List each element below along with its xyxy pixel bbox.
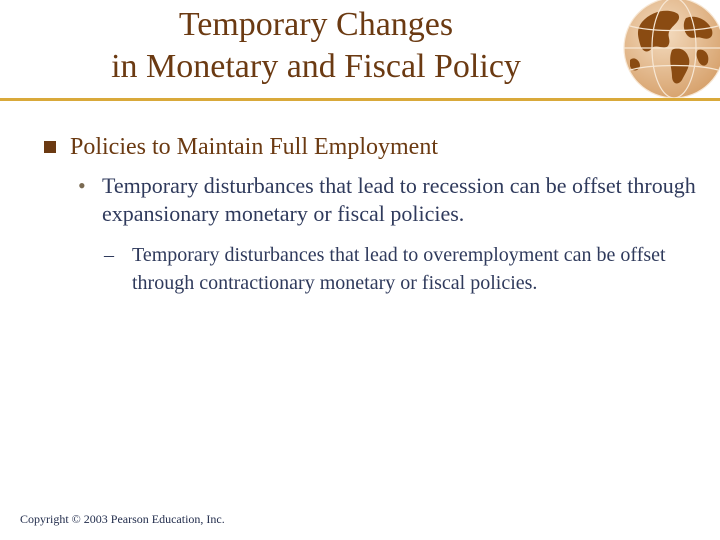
slide-title [10,4,622,88]
bullet-level1-text: Policies to Maintain Full Employment [70,134,438,160]
title-line-1: Temporary Changes [178,6,454,43]
dot-bullet-icon: • [78,173,86,198]
copyright-footer: Copyright © 2003 Pearson Education, Inc. [20,512,225,526]
dash-bullet-icon: – [104,244,114,266]
title-divider [0,98,720,101]
bullet-level1 [44,132,704,162]
bullet-level3-text: Temporary disturbances that lead to overemployment can be offset through contractionary monetary or fiscal policies. [132,244,666,294]
bullet-level2-text: Temporary disturbances that lead to recession can be offset through expansionary monetary or fiscal policies. [102,173,696,226]
square-bullet-icon [44,141,56,153]
bullet-level3 [104,241,694,297]
globe-icon [612,0,720,104]
title-line-2: in Monetary and Fiscal Policy [111,48,521,85]
bullet-level2 [78,172,708,228]
